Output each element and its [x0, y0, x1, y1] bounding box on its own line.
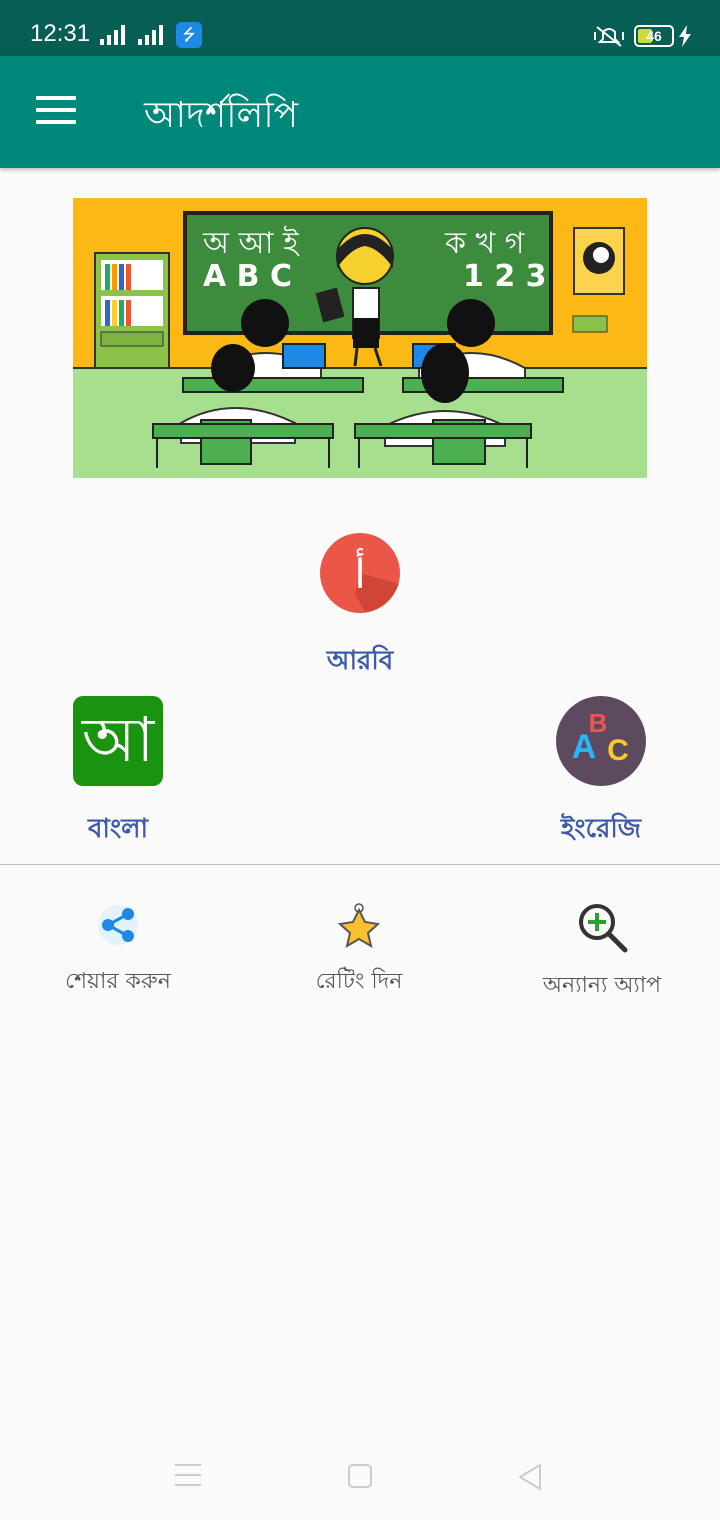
board-text-bangla-2: ক খ গ — [445, 226, 525, 261]
usb-debug-icon: ⭍ — [176, 22, 202, 48]
bangla-letter-icon[interactable]: আ — [73, 696, 163, 786]
rate-label: রেটিং দিন — [315, 969, 403, 994]
battery-icon — [634, 25, 674, 47]
magnifier-plus-icon — [575, 900, 629, 954]
mute-vibrate-icon — [594, 24, 624, 48]
share-icon — [93, 900, 143, 950]
svg-text:B: B — [588, 708, 608, 738]
board-text-english: A B C — [203, 259, 292, 294]
share-label: শেয়ার করুন — [65, 969, 171, 994]
app-bar — [0, 56, 720, 168]
charging-icon — [678, 25, 692, 47]
bangla-label: বাংলা — [87, 814, 149, 844]
battery-level: 46 — [646, 28, 662, 44]
system-nav-bar — [0, 1440, 720, 1520]
more-apps-label: অন্যান্য অ্যাপ — [542, 973, 662, 998]
classroom-banner — [73, 198, 647, 478]
share-button[interactable] — [36, 900, 200, 1001]
abc-blocks-icon[interactable] — [556, 696, 646, 786]
svg-text:A: A — [571, 728, 597, 766]
rate-button[interactable] — [284, 900, 434, 1001]
divider — [0, 864, 720, 865]
status-bar — [0, 0, 720, 56]
page-title: আদর্শলিপি — [144, 95, 299, 136]
arabic-label: আরবি — [326, 646, 394, 676]
status-time: 12:31 — [30, 20, 91, 47]
svg-text:C: C — [607, 734, 629, 767]
brain-poster-icon — [574, 228, 624, 294]
english-label: ইংরেজি — [560, 814, 642, 844]
signal-icon — [138, 24, 168, 46]
back-icon[interactable] — [516, 1462, 544, 1492]
home-icon[interactable] — [348, 1464, 372, 1488]
board-text-numbers: 1 2 3 — [463, 259, 547, 294]
menu-icon[interactable] — [36, 96, 76, 126]
svg-text:أ: أ — [354, 552, 366, 598]
star-icon — [334, 900, 384, 950]
recents-icon[interactable] — [175, 1464, 201, 1488]
bookshelf-icon — [95, 253, 169, 368]
board-text-bangla: অ আ ই — [203, 226, 299, 261]
arabic-alif-icon[interactable] — [319, 532, 401, 614]
more-apps-button[interactable] — [520, 900, 684, 1005]
signal-icon — [100, 24, 130, 46]
